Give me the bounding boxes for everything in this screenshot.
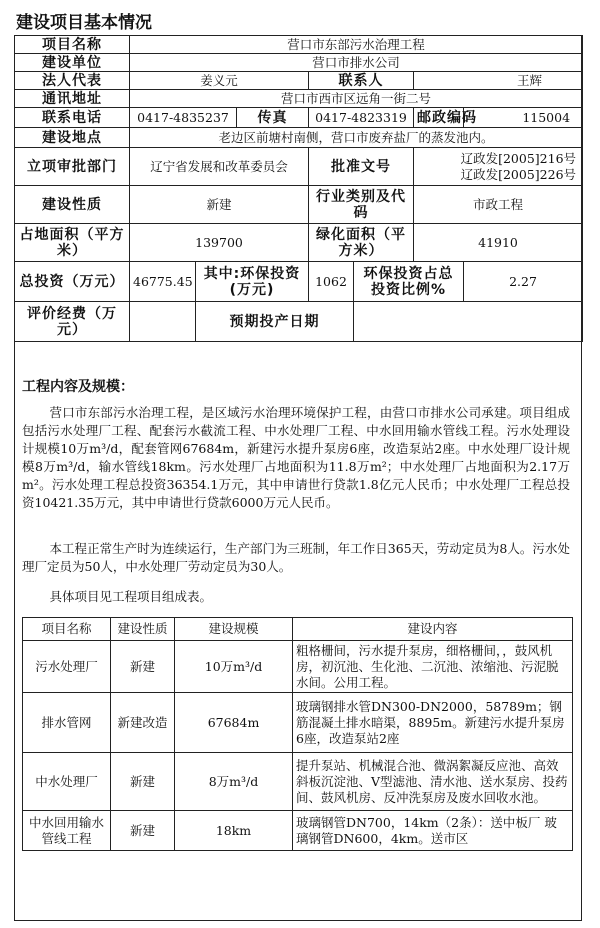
header-scale: 建设规模 [175, 618, 293, 641]
site-value: 老边区前塘村南侧，营口市废弃盐厂的蒸发池内。 [130, 128, 583, 148]
env-invest-label: 其中:环保投资(万元) [196, 262, 309, 302]
fax-label: 传真 [237, 108, 309, 128]
row-content: 粗格栅间，污水提升泵房，细格栅间，，鼓风机房，初沉池、生化池、二沉池、浓缩池、污泥脱水间。公用工程。 [293, 641, 573, 693]
header-content: 建设内容 [293, 618, 573, 641]
legal-rep-value: 姜义元 [130, 72, 309, 90]
env-ratio-label: 环保投资占总投资比例% [354, 262, 464, 302]
table-header-row [23, 618, 573, 641]
approval-no-2: 辽政发[2005]226号 [460, 166, 577, 182]
legal-rep-label: 法人代表 [15, 72, 130, 90]
row-name: 中水处理厂 [23, 753, 111, 811]
approval-no-1: 辽政发[2005]216号 [460, 150, 577, 166]
eval-fee-value [130, 302, 196, 342]
row-nature: 新建 [111, 811, 175, 851]
expected-date-value [354, 302, 583, 342]
row-content: 玻璃钢管DN700，14km（2条）：送中板厂 玻璃钢管DN600，4km。送市区 [293, 811, 573, 851]
invest-label: 总投资（万元） [15, 262, 130, 302]
area-label: 占地面积（平方米） [15, 224, 130, 262]
row-nature: 新建改造 [111, 693, 175, 753]
builder-label: 建设单位 [15, 54, 130, 72]
row-name: 排水管网 [23, 693, 111, 753]
row-scale: 18km [175, 811, 293, 851]
green-label: 绿化面积（平方米） [309, 224, 414, 262]
industry-label: 行业类别及代码 [309, 186, 414, 224]
phone-value: 0417-4835237 [130, 108, 237, 128]
env-invest-value: 1062 [309, 262, 354, 302]
site-label: 建设地点 [15, 128, 130, 148]
table-row [23, 641, 573, 693]
content-paragraph-3: 具体项目见工程项目组成表。 [49, 589, 213, 604]
address-label: 通讯地址 [15, 90, 130, 108]
page-title: 建设项目基本情况 [16, 13, 152, 33]
basic-info-table [14, 35, 583, 342]
row-nature: 新建 [111, 753, 175, 811]
row-content: 玻璃钢排水管DN300-DN2000，58789m；钢筋混凝土排水暗渠，8895m。新建污水提升泵房6座，改造泵站2座 [293, 693, 573, 753]
nature-label: 建设性质 [15, 186, 130, 224]
approval-no-value [414, 148, 583, 186]
row-scale: 8万m³/d [175, 753, 293, 811]
expected-date-label: 预期投产日期 [196, 302, 354, 342]
approval-no-label: 批准文号 [309, 148, 414, 186]
postcode-value: 115004 [464, 108, 583, 128]
contact-value: 王辉 [414, 72, 583, 90]
row-scale: 10万m³/d [175, 641, 293, 693]
content-paragraph-1: 营口市东部污水治理工程，是区域污水治理环境保护工程，由营口市排水公司承建。项目组成包括污水处理厂工程、配套污水截流工程、中水处理厂工程、中水回用输水管线工程。污水处理设计规模10万m³/d，配套管网67684m，新建污水提升泵房6座，改造泵站2座。中水处理厂设计规模8万m³/d，输水管线18km。污水处理厂占地面积为11.8万m²；中水处理厂占地面积为2.17万m²。污水处理工程总投资36354.1万元，其中申请世行贷款1.8亿元人民币；中水处理厂工程总投资10421.35万元，其中申请世行贷款6000万元人民币。 [22, 405, 570, 510]
area-value: 139700 [130, 224, 309, 262]
table-row [23, 753, 573, 811]
address-value: 营口市西市区远角一街二号 [130, 90, 583, 108]
green-value: 41910 [414, 224, 583, 262]
header-name: 项目名称 [23, 618, 111, 641]
fax-value: 0417-4823319 [309, 108, 414, 128]
invest-value: 46775.45 [130, 262, 196, 302]
phone-label: 联系电话 [15, 108, 130, 128]
row-content: 提升泵站、机械混合池、微涡絮凝反应池、高效斜板沉淀池、V型滤池、清水池、送水泵房、投药间、鼓风机房、反冲洗泵房及废水回收水池。 [293, 753, 573, 811]
approval-dept-value: 辽宁省发展和改革委员会 [130, 148, 309, 186]
nature-value: 新建 [130, 186, 309, 224]
project-name-value: 营口市东部污水治理工程 [130, 36, 583, 54]
builder-value: 营口市排水公司 [130, 54, 583, 72]
env-ratio-value: 2.27 [464, 262, 583, 302]
row-name: 中水回用输水管线工程 [23, 811, 111, 851]
project-composition-table [22, 617, 573, 851]
approval-dept-label: 立项审批部门 [15, 148, 130, 186]
row-name: 污水处理厂 [23, 641, 111, 693]
postcode-label: 邮政编码 [414, 108, 464, 128]
industry-value: 市政工程 [414, 186, 583, 224]
table-row [23, 811, 573, 851]
project-name-label: 项目名称 [15, 36, 130, 54]
content-heading: 工程内容及规模： [22, 379, 134, 395]
header-nature: 建设性质 [111, 618, 175, 641]
content-paragraph-2: 本工程正常生产时为连续运行，生产部门为三班制，年工作日365天，劳动定员为8人。污水处理厂定员为50人，中水处理厂劳动定员为30人。 [22, 541, 570, 574]
contact-label: 联系人 [309, 72, 414, 90]
eval-fee-label: 评价经费（万元） [15, 302, 130, 342]
row-scale: 67684m [175, 693, 293, 753]
table-row [23, 693, 573, 753]
row-nature: 新建 [111, 641, 175, 693]
